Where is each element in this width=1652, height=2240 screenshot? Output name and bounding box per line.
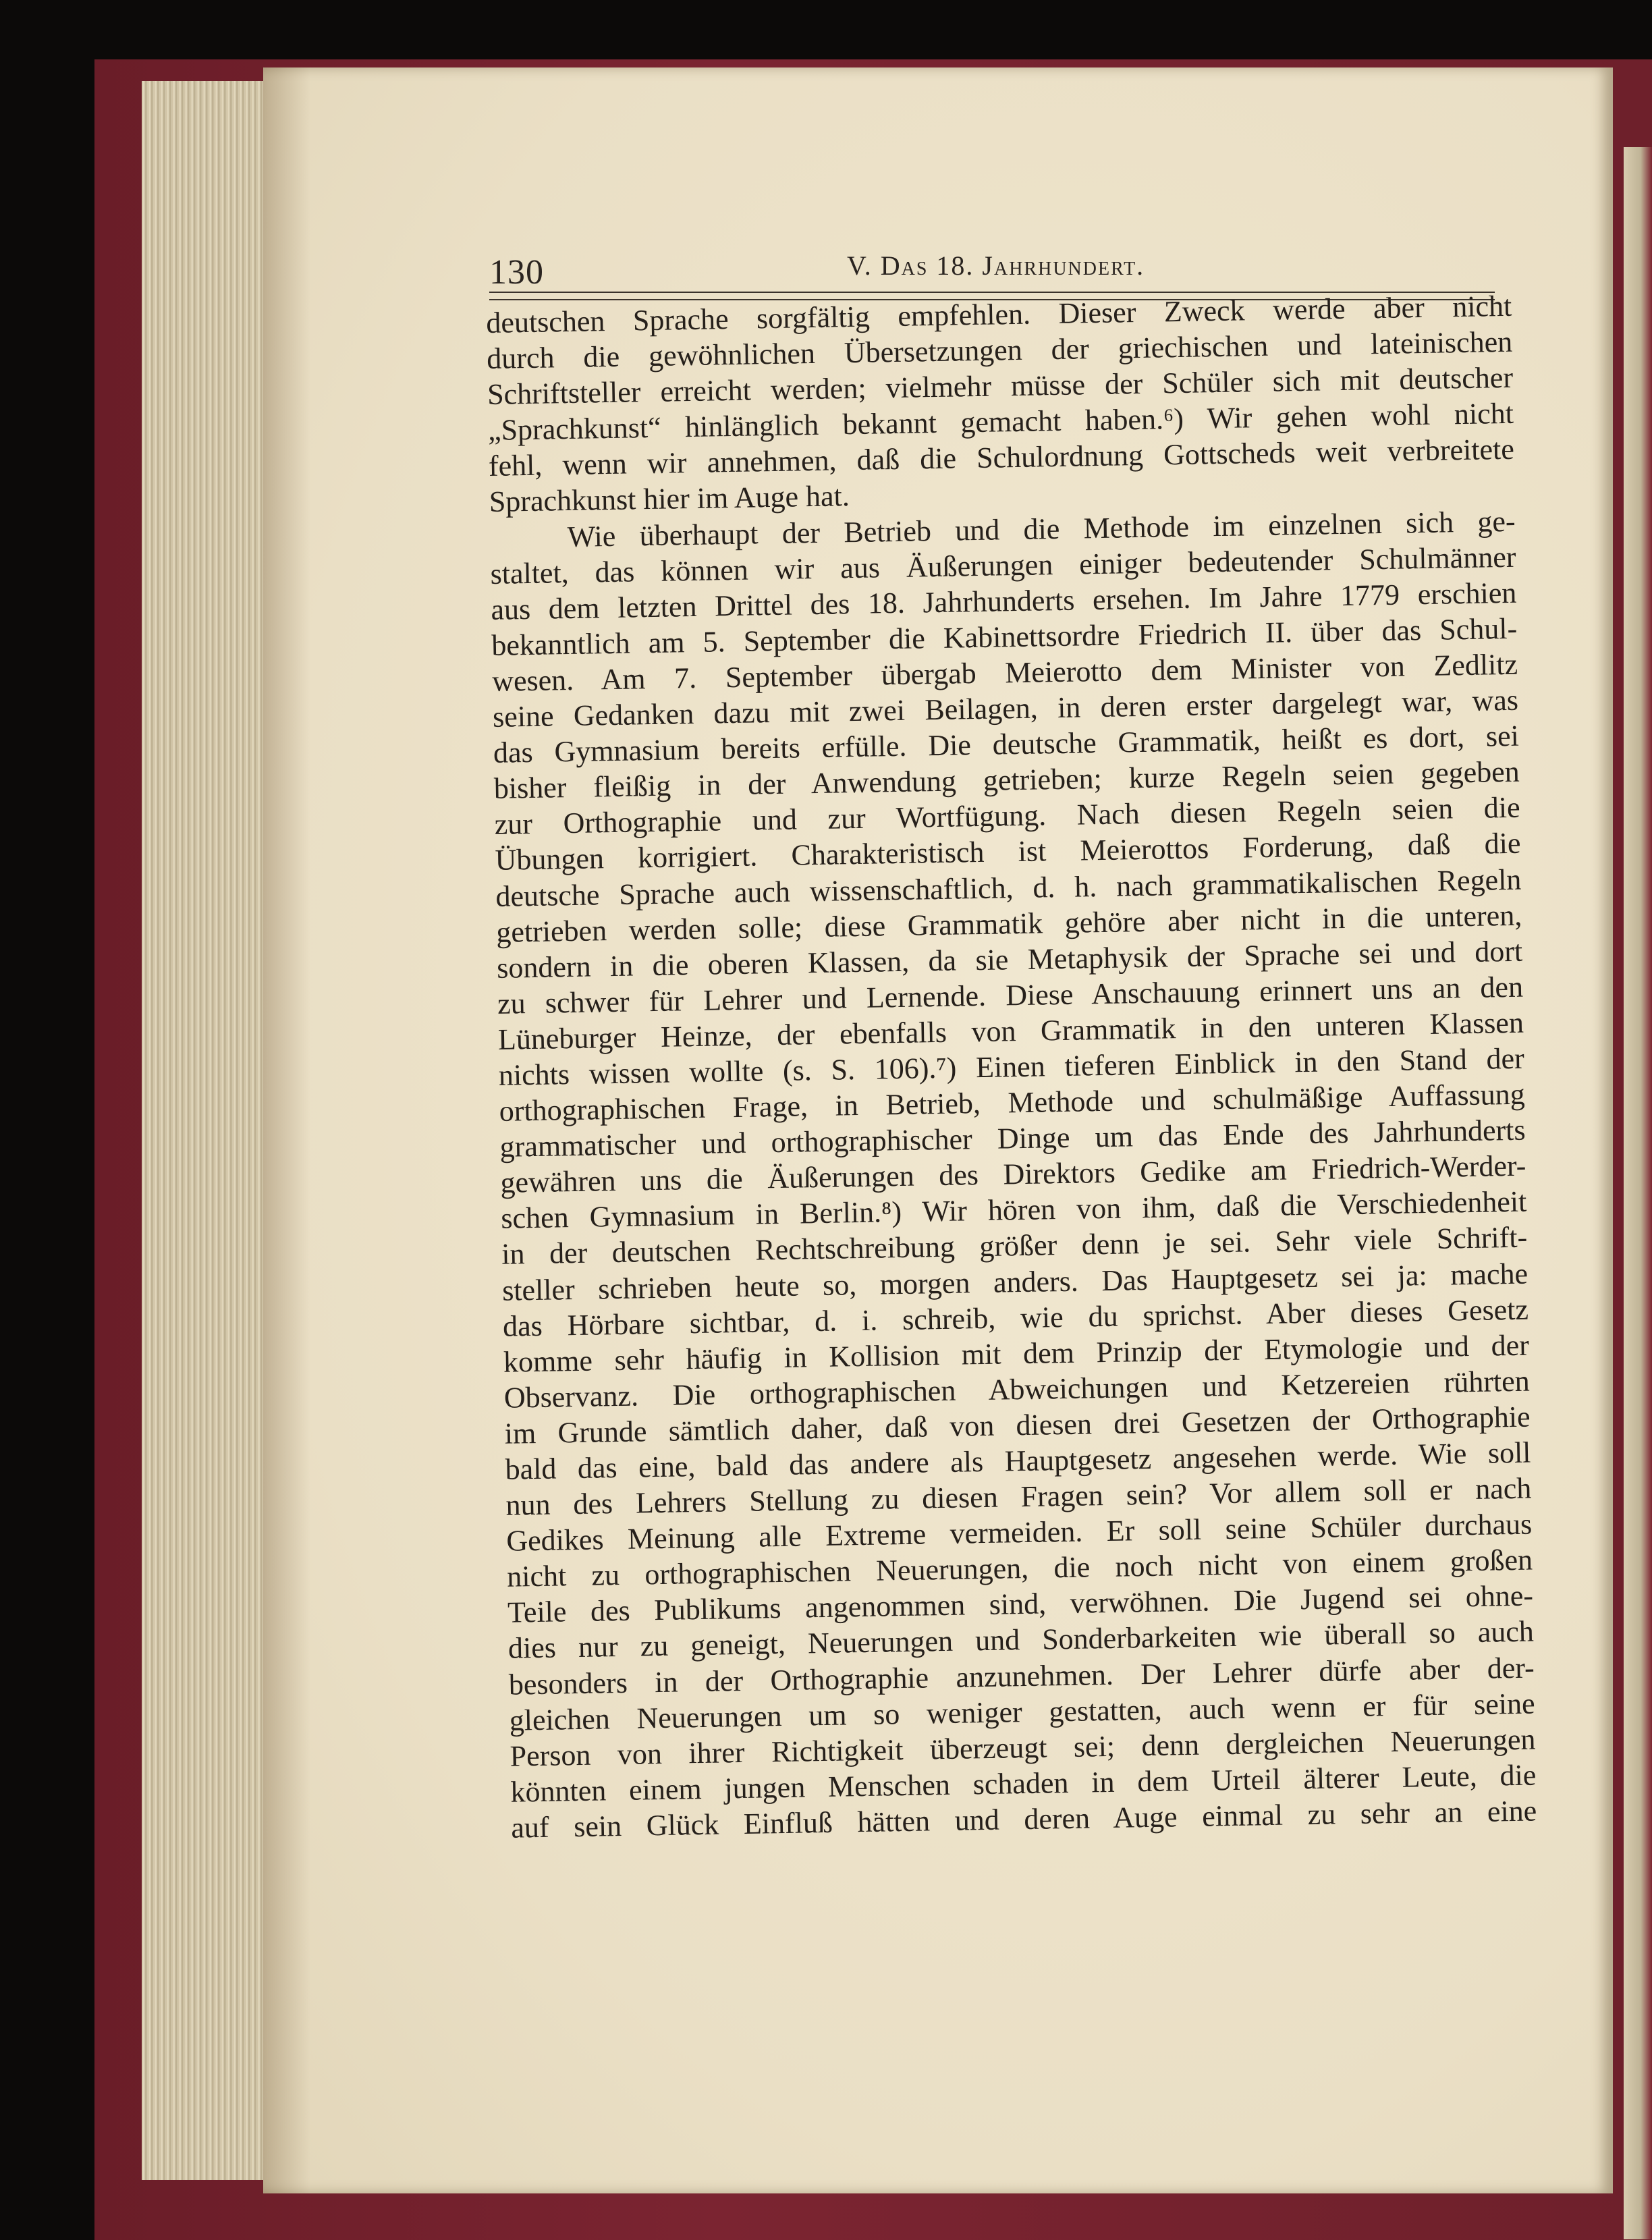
text-line: grammatischer und orthographischer Dinge um das Ende des Jahrhunderts — [499, 1113, 1526, 1164]
text-line: orthographischen Frage, in Betrieb, Methode und schulmäßige Auffassung — [499, 1077, 1526, 1128]
text-line: Schriftsteller erreicht werden; vielmehr müsse der Schüler sich mit deutscher — [487, 360, 1514, 412]
text-line: nun des Lehrers Stellung zu diesen Fragen sein? Vor allem soll er nach — [505, 1471, 1532, 1522]
text-line: das Gymnasium bereits erfülle. Die deutsche Grammatik, heißt es dort, sei — [493, 719, 1520, 770]
text-line: deutschen Sprache sorgfältig empfehlen. Dieser Zweck werde aber nicht — [486, 289, 1512, 339]
text-line: in der deutschen Rechtschreibung größer denn je sei. Sehr viele Schrift- — [501, 1221, 1528, 1272]
text-line: gleichen Neuerungen um so weniger gestatten, auch wenn er für seine — [509, 1687, 1535, 1737]
page-edges — [142, 81, 270, 2180]
text-line: das Hörbare sichtbar, d. i. schreib, wie du sprichst. Aber dieses Gesetz — [502, 1292, 1529, 1343]
text-line: „Sprachkunst“ hinlänglich bekannt gemacht haben.⁶) Wir gehen wohl nicht — [487, 397, 1514, 447]
text-line: Person von ihrer Richtigkeit überzeugt sei; denn dergleichen Neuerungen — [510, 1722, 1536, 1773]
text-line: schen Gymnasium in Berlin.⁸) Wir hören von ihm, daß die Verschiedenheit — [501, 1184, 1527, 1236]
page-header — [489, 250, 1498, 297]
text-line: Übungen korrigiert. Charakteristisch ist Meierottos Forderung, daß die — [495, 827, 1521, 877]
text-line: dies nur zu geneigt, Neuerungen und Sonderbarkeiten wie überall so auch — [507, 1614, 1535, 1666]
text-line: sondern in die oberen Klassen, da sie Metaphysik der Sprache sei und dort — [496, 934, 1523, 985]
text-line: komme sehr häufig in Kollision mit dem Prinzip der Etymologie und der — [503, 1328, 1530, 1379]
text-line: Lüneburger Heinze, der ebenfalls von Grammatik in den unteren Klassen — [497, 1006, 1524, 1056]
text-line: steller schrieben heute so, morgen anders. Das Hauptgesetz sei ja: mache — [501, 1257, 1529, 1307]
text-line: bald das eine, bald das andere als Hauptgesetz angesehen werde. Wie soll — [505, 1436, 1531, 1486]
page-gutter-shadow — [263, 67, 310, 2193]
text-line: zu schwer für Lehrer und Lernende. Diese Anschauung erinnert uns an den — [497, 970, 1524, 1020]
text-line: gewähren uns die Äußerungen des Direktors Gedike am Friedrich-Werder- — [500, 1149, 1526, 1200]
text-line: Teile des Publikums angenommen sind, verwöhnen. Die Jugend sei ohne- — [507, 1579, 1534, 1630]
text-line: bekanntlich am 5. September die Kabinettsordre Friedrich II. über das Schul- — [491, 611, 1518, 662]
next-page-edge — [1624, 147, 1652, 2239]
text-line: Wie überhaupt der Betrieb und die Methode im einzelnen sich ge- — [567, 504, 1516, 553]
text-line: deutsche Sprache auch wissenschaftlich, d. h. nach grammatikalischen Regeln — [495, 863, 1522, 913]
text-line: staltet, das können wir aus Äußerungen einiger bedeutender Schulmänner — [490, 540, 1516, 591]
text-line: aus dem letzten Drittel des 18. Jahrhunderts ersehen. Im Jahre 1779 erschien — [491, 576, 1517, 626]
text-line: besonders in der Orthographie anzunehmen. Der Lehrer dürfe aber der- — [508, 1651, 1535, 1701]
text-line: bisher fleißig in der Anwendung getrieben; kurze Regeln seien gegeben — [493, 755, 1520, 806]
text-line: nichts wissen wollte (s. S. 106).⁷) Einen tieferen Einblick in den Stand der — [498, 1041, 1525, 1092]
text-line: im Grunde sämtlich daher, daß von diesen drei Gesetzen der Orthographie — [504, 1400, 1531, 1450]
text-line: durch die gewöhnlichen Übersetzungen der griechischen und lateinischen — [486, 325, 1513, 376]
text-line: seine Gedanken dazu mit zwei Beilagen, in deren erster dargelegt war, was — [492, 683, 1519, 734]
text-line: Sprachkunst hier im Auge hat. — [489, 479, 850, 519]
text-line: getrieben werden solle; diese Grammatik gehöre aber nicht in die unteren, — [495, 898, 1522, 949]
text-line: Observanz. Die orthographischen Abweichungen und Ketzereien rührten — [503, 1364, 1531, 1415]
body-text — [486, 288, 1537, 1846]
text-line: fehl, wenn wir annehmen, daß die Schulordnung Gottscheds weit verbreitete — [488, 433, 1515, 483]
text-line: Gedikes Meinung alle Extreme vermeiden. Er soll seine Schüler durchaus — [505, 1507, 1533, 1558]
text-line: könnten einem jungen Menschen schaden in dem Urteil älterer Leute, die — [510, 1758, 1537, 1809]
text-line: zur Orthographie und zur Wortfügung. Nach diesen Regeln seien die — [494, 791, 1520, 842]
page-number: 130 — [489, 253, 544, 292]
text-line: auf sein Glück Einfluß hätten und deren Auge einmal zu sehr an eine — [511, 1794, 1537, 1845]
text-line: nicht zu orthographischen Neuerungen, die noch nicht von einem großen — [506, 1543, 1533, 1594]
text-line: wesen. Am 7. September übergab Meierotto dem Minister von Zedlitz — [491, 647, 1518, 698]
running-head: V. Das 18. Jahrhundert. — [847, 250, 1145, 281]
